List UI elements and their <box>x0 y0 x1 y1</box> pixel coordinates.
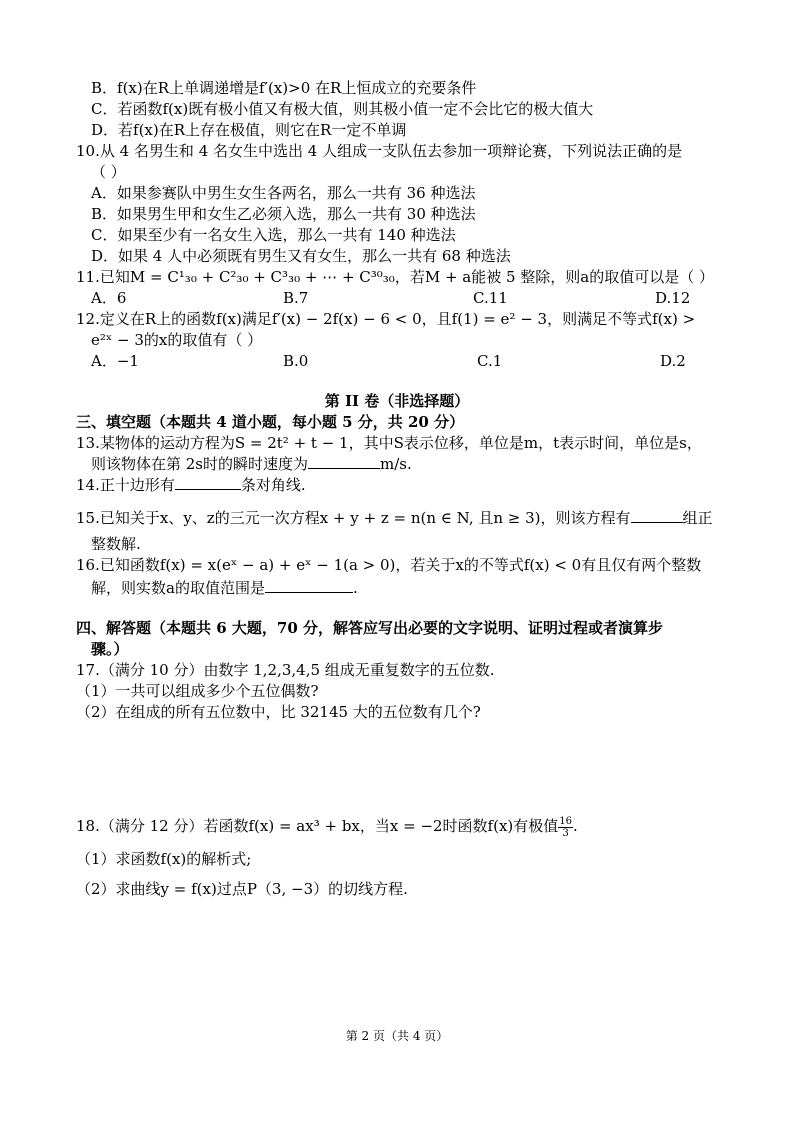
q12-option-c: C.1 <box>477 352 503 370</box>
q10-stem-line1: 10.从 4 名男生和 4 名女生中选出 4 人组成一支队伍去参加一项辩论赛，下列说法正确的是 <box>76 142 683 160</box>
q15-answer-blank <box>631 508 683 523</box>
q14-pre: 14.正十边形有 <box>76 476 175 494</box>
q9-option-b: B．f(x)在R上单调递增是f′(x)>0 在R上恒成立的充要条件 <box>91 79 477 97</box>
q10-option-d: D．如果 4 人中必须既有男生又有女生，那么一共有 68 种选法 <box>91 247 511 265</box>
section-4-heading-line1: 四、解答题（本题共 6 大题，70 分，解答应写出必要的文字说明、证明过程或者演算步 <box>76 619 663 637</box>
q11-option-d: D.12 <box>655 289 691 307</box>
q10-option-c: C．如果至少有一名女生入选，那么一共有 140 种选法 <box>91 226 456 244</box>
q18-fraction-denominator: 3 <box>562 827 569 839</box>
page-footer: 第 2 页（共 4 页） <box>345 1029 449 1043</box>
q15-line2: 整数解. <box>91 535 141 553</box>
q16-answer-blank <box>265 578 353 593</box>
q15-line1-pre: 15.已知关于x、y、z的三元一次方程x + y + z = n(n ∈ N, 且n ≥ 3)，则该方程有 <box>76 509 631 527</box>
q18-fraction <box>558 816 573 839</box>
q9-option-c: C．若函数f(x)既有极小值又有极大值，则其极小值一定不会比它的极大值大 <box>91 100 594 118</box>
q17-part2: （2）在组成的所有五位数中，比 32145 大的五位数有几个? <box>76 703 481 721</box>
q13-line1: 13.某物体的运动方程为S = 2t² + t − 1，其中S表示位移，单位是m，t表示时间，单位是s， <box>76 434 702 452</box>
q18-stem <box>76 814 578 839</box>
q17-stem: 17.（满分 10 分）由数字 1,2,3,4,5 组成无重复数字的五位数. <box>76 661 495 679</box>
q17-part1: （1）一共可以组成多少个五位偶数? <box>76 682 319 700</box>
q13-line2 <box>91 454 412 474</box>
section-3-heading: 三、填空题（本题共 4 道小题，每小题 5 分，共 20 分） <box>76 413 465 431</box>
q16-line2-post: . <box>352 579 358 597</box>
q18-part2: （2）求曲线y = f(x)过点P（3, −3）的切线方程. <box>76 880 408 898</box>
q10-option-a: A．如果参赛队中男生女生各两名，那么一共有 36 种选法 <box>91 184 476 202</box>
section-4-heading-line2: 骤。） <box>91 640 129 658</box>
q14-post: 条对角线. <box>240 476 306 494</box>
q10-stem-line2: （ ） <box>91 163 126 181</box>
q12-option-b: B.0 <box>283 352 309 370</box>
q18-fraction-numerator: 16 <box>559 815 573 827</box>
q15-line1-post: 组正 <box>682 509 713 527</box>
q12-option-d: D.2 <box>660 352 686 370</box>
q18-stem-post: . <box>573 817 578 835</box>
q11-option-c: C.11 <box>473 289 508 307</box>
q13-line2-post: m/s. <box>380 455 412 473</box>
q12-stem-line2: e²ˣ − 3的x的取值有（ ） <box>91 331 263 349</box>
q18-stem-pre: 18.（满分 12 分）若函数f(x) = ax³ + bx，当x = −2时函数f(x)有极值 <box>76 817 559 835</box>
q14-answer-blank <box>175 475 241 490</box>
q16-line2-pre: 解，则实数a的取值范围是 <box>91 579 265 597</box>
q12-stem-line1: 12.定义在R上的函数f(x)满足f′(x) − 2f(x) − 6 < 0，且f(1) = e² − 3，则满足不等式f(x) > <box>76 310 696 328</box>
q16-line1: 16.已知函数f(x) = x(eˣ − a) + eˣ − 1(a > 0)，若关于x的不等式f(x) < 0有且仅有两个整数 <box>76 556 702 574</box>
q13-answer-blank <box>308 454 380 469</box>
q18-part1: （1）求函数f(x)的解析式; <box>76 850 252 868</box>
q10-option-b: B．如果男生甲和女生乙必须入选，那么一共有 30 种选法 <box>91 205 476 223</box>
q13-line2-pre: 则该物体在第 2s时的瞬时速度为 <box>91 455 309 473</box>
section-2-title: 第 II 卷（非选择题） <box>324 392 470 410</box>
q12-option-a: A．−1 <box>91 352 139 370</box>
q16-line2 <box>91 578 358 598</box>
q15-line1 <box>76 508 713 528</box>
q9-option-d: D．若f(x)在R上存在极值，则它在R一定不单调 <box>91 121 407 139</box>
q11-option-b: B.7 <box>283 289 309 307</box>
q14-line <box>76 475 306 495</box>
q11-option-a: A．6 <box>91 289 127 307</box>
q11-stem: 11.已知M = C¹₃₀ + C²₃₀ + C³₃₀ + ⋯ + C³⁰₃₀，若M + a能被 5 整除，则a的取值可以是（ ） <box>76 268 715 286</box>
